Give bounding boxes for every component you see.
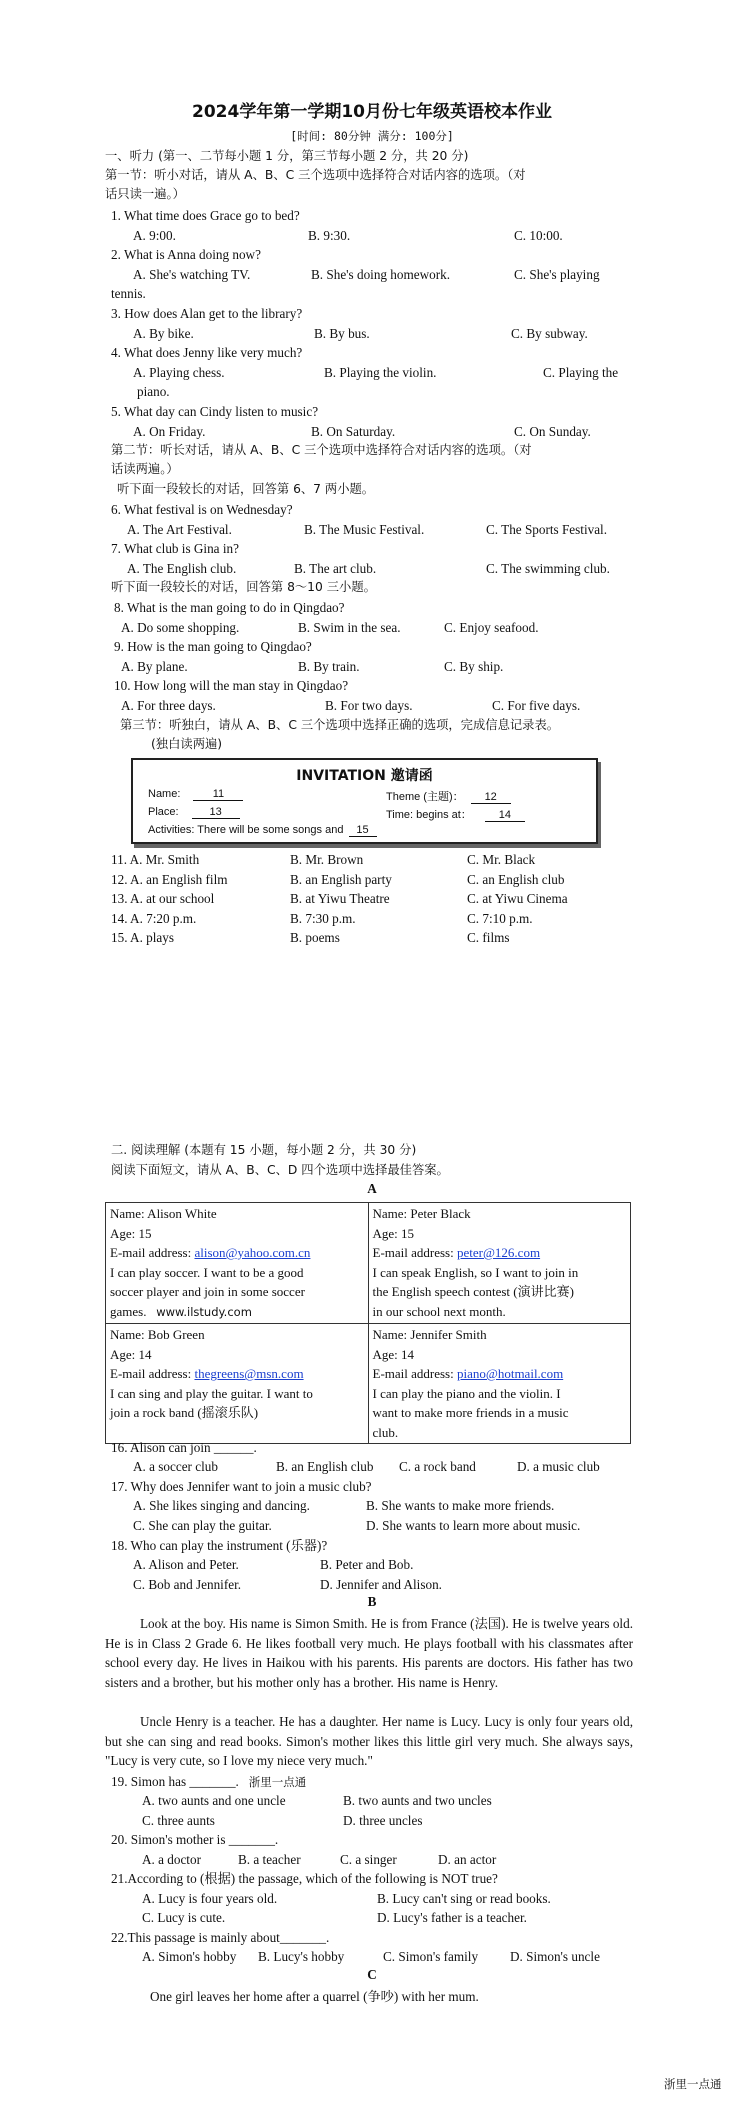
blank-14: 14 [485, 809, 525, 822]
option-18b: B. Peter and Bob. [320, 1557, 414, 1572]
option-11b: B. Mr. Brown [290, 852, 364, 867]
option-17c: C. She can play the guitar. [133, 1518, 272, 1533]
email-label: E-mail address: [110, 1245, 195, 1260]
profile-cell [106, 1203, 369, 1324]
option-20b: B. a teacher [238, 1852, 301, 1867]
option-2c-cont: tennis. [111, 286, 146, 301]
time-label: Time: begins at： [386, 809, 472, 821]
option-15b: B. poems [290, 930, 340, 945]
option-15a: 15. A. plays [111, 930, 175, 945]
option-3a: A. By bike. [133, 326, 194, 341]
profile-text-line: the English speech contest (演讲比赛) [372, 1284, 574, 1299]
option-6c: C. The Sports Festival. [486, 522, 608, 537]
profile-name: Name: Bob Green [110, 1327, 205, 1342]
option-3c: C. By subway. [511, 326, 588, 341]
question-9: 9. How is the man going to Qingdao? [114, 639, 312, 654]
profile-text-line: I can speak English, so I want to join in [372, 1264, 579, 1280]
option-14c: C. 7:10 p.m. [467, 911, 533, 926]
option-22d: D. Simon's uncle [510, 1949, 600, 1964]
option-7a: A. The English club. [127, 561, 237, 576]
option-18d: D. Jennifer and Alison. [320, 1577, 442, 1592]
option-12a: 12. A. an English film [111, 872, 228, 887]
profile-name: Name: Jennifer Smith [372, 1327, 487, 1342]
question-21: 21.According to (根据) the passage, which of the following is NOT true? [111, 1871, 498, 1886]
profile-name: Name: Alison White [110, 1206, 217, 1221]
option-18a: A. Alison and Peter. [133, 1557, 239, 1572]
option-7b: B. The art club. [294, 561, 377, 576]
profile-text-line: games. [110, 1303, 147, 1319]
profile-email-row [373, 1364, 627, 1384]
option-4b: B. Playing the violin. [324, 365, 437, 380]
option-19c: C. three aunts [142, 1813, 215, 1828]
option-17d: D. She wants to learn more about music. [366, 1518, 581, 1533]
profile-cell [106, 1324, 369, 1444]
option-22c: C. Simon's family [383, 1949, 479, 1964]
name-label: Name: [148, 788, 181, 800]
option-2b: B. She's doing homework. [311, 267, 451, 282]
email-link[interactable]: peter@126.com [456, 1245, 541, 1260]
section2-instruction-cont: 话读两遍。） [111, 462, 179, 476]
email-label: E-mail address: [372, 1366, 457, 1381]
email-link[interactable]: thegreens@msn.com [194, 1366, 304, 1381]
theme-label: Theme (主题)： [386, 791, 464, 803]
profile-cell [368, 1324, 631, 1444]
option-16b: B. an English club [276, 1459, 374, 1474]
option-5b: B. On Saturday. [311, 424, 396, 439]
profile-age: Age: 15 [372, 1225, 415, 1241]
email-label: E-mail address: [110, 1366, 195, 1381]
profile-email-row [110, 1243, 364, 1263]
watermark-text: www.ilstudy.com [156, 1304, 252, 1319]
blank-11: 11 [193, 788, 243, 801]
profile-age: Age: 15 [110, 1225, 152, 1241]
passage-c-paragraph-1: One girl leaves her home after a quarrel (争吵) with her mum. [150, 1989, 479, 2004]
option-5c: C. On Sunday. [514, 424, 591, 439]
option-8c: C. Enjoy seafood. [444, 620, 539, 635]
profile-text-line: I can sing and play the guitar. I want to [110, 1385, 313, 1401]
time-score-info: [时间: 80分钟 满分: 100分] [290, 129, 454, 143]
option-17b: B. She wants to make more friends. [366, 1498, 555, 1513]
email-link[interactable]: piano@hotmail.com [456, 1366, 564, 1381]
page-title: 2024学年第一学期10月份七年级英语校本作业 [192, 102, 552, 122]
invitation-theme-field [386, 788, 511, 804]
question-6: 6. What festival is on Wednesday? [111, 502, 293, 517]
passage-b-label: B [367, 1594, 377, 1609]
profile-email-row [110, 1364, 364, 1384]
option-11a: 11. A. Mr. Smith [111, 852, 200, 867]
profile-text-line: in our school next month. [372, 1303, 506, 1319]
option-4c: C. Playing the [543, 365, 619, 380]
blank-13: 13 [192, 806, 240, 819]
section2-note-1: 听下面一段较长的对话，回答第 6、7 两小题。 [117, 482, 375, 496]
invitation-name-field [148, 788, 243, 801]
option-21a: A. Lucy is four years old. [142, 1891, 278, 1906]
option-22a: A. Simon's hobby [142, 1949, 237, 1964]
profile-text-line: club. [372, 1424, 399, 1440]
question-2: 2. What is Anna doing now? [111, 247, 261, 262]
section3-instruction-cont: (独白读两遍) [151, 737, 223, 751]
option-12c: C. an English club [467, 872, 565, 887]
blank-15: 15 [349, 824, 377, 837]
profiles-table [105, 1202, 631, 1444]
invitation-heading: INVITATION 邀请函 [296, 768, 433, 784]
option-17a: A. She likes singing and dancing. [133, 1498, 310, 1513]
section2-instruction: 第二节：听长对话，请从 A、B、C 三个选项中选择符合对话内容的选项。（对 [111, 443, 532, 457]
invitation-place-field [148, 806, 240, 819]
watermark-text: 浙里一点通 [248, 1775, 307, 1789]
option-16a: A. a soccer club [133, 1459, 218, 1474]
profile-text-line: I can play soccer. I want to be a good [110, 1264, 304, 1280]
option-13c: C. at Yiwu Cinema [467, 891, 568, 906]
section1-instruction-cont: 话只读一遍。） [105, 187, 185, 201]
activities-label: Activities: There will be some songs and [148, 824, 344, 836]
question-19-text: 19. Simon has _______. [111, 1774, 239, 1789]
option-8b: B. Swim in the sea. [298, 620, 401, 635]
invitation-activities-field [148, 824, 377, 837]
footer-watermark: 浙里一点通 [664, 2077, 722, 2091]
option-21c: C. Lucy is cute. [142, 1910, 226, 1925]
invitation-time-field [386, 806, 525, 822]
option-12b: B. an English party [290, 872, 392, 887]
option-8a: A. Do some shopping. [121, 620, 240, 635]
option-10a: A. For three days. [121, 698, 216, 713]
option-13a: 13. A. at our school [111, 891, 215, 906]
option-10b: B. For two days. [325, 698, 413, 713]
option-3b: B. By bus. [314, 326, 370, 341]
question-22: 22.This passage is mainly about_______. [111, 1930, 330, 1945]
option-1c: C. 10:00. [514, 228, 563, 243]
profile-text-row [110, 1302, 364, 1323]
question-10: 10. How long will the man stay in Qingdao? [114, 678, 349, 693]
option-21b: B. Lucy can't sing or read books. [377, 1891, 551, 1906]
question-1: 1. What time does Grace go to bed? [111, 208, 300, 223]
option-13b: B. at Yiwu Theatre [290, 891, 390, 906]
question-5: 5. What day can Cindy listen to music? [111, 404, 319, 419]
option-19a: A. two aunts and one uncle [142, 1793, 286, 1808]
option-9a: A. By plane. [121, 659, 188, 674]
question-20: 20. Simon's mother is _______. [111, 1832, 279, 1847]
option-11c: C. Mr. Black [467, 852, 536, 867]
passage-a-label: A [367, 1181, 377, 1196]
reading-instruction: 阅读下面短文，请从 A、B、C、D 四个选项中选择最佳答案。 [111, 1163, 449, 1177]
section1-instruction: 第一节：听小对话，请从 A、B、C 三个选项中选择符合对话内容的选项。（对 [105, 168, 526, 182]
email-label: E-mail address: [372, 1245, 457, 1260]
email-link[interactable]: alison@yahoo.com.cn [194, 1245, 311, 1260]
profile-text-line: I can play the piano and the violin. I [372, 1385, 561, 1401]
option-1a: A. 9:00. [133, 228, 176, 243]
profile-text-line: join a rock band (摇滚乐队) [110, 1405, 259, 1420]
option-6a: A. The Art Festival. [127, 522, 232, 537]
question-4: 4. What does Jenny like very much? [111, 345, 303, 360]
section2-note-2: 听下面一段较长的对话，回答第 8～10 三小题。 [111, 580, 376, 594]
option-20a: A. a doctor [142, 1852, 201, 1867]
option-9c: C. By ship. [444, 659, 504, 674]
option-2c: C. She's playing [514, 267, 600, 282]
option-16c: C. a rock band [399, 1459, 476, 1474]
option-21d: D. Lucy's father is a teacher. [377, 1910, 527, 1925]
option-16d: D. a music club [517, 1459, 600, 1474]
reading-heading: 二. 阅读理解 (本题有 15 小题，每小题 2 分，共 30 分) [111, 1143, 417, 1157]
question-18: 18. Who can play the instrument (乐器)? [111, 1538, 328, 1553]
question-3: 3. How does Alan get to the library? [111, 306, 303, 321]
option-2a: A. She's watching TV. [133, 267, 251, 282]
option-7c: C. The swimming club. [486, 561, 610, 576]
option-4c-cont: piano. [137, 384, 170, 399]
profile-email-row [373, 1243, 627, 1263]
question-16: 16. Alison can join ______. [111, 1440, 257, 1455]
option-14b: B. 7:30 p.m. [290, 911, 356, 926]
option-19b: B. two aunts and two uncles [343, 1793, 492, 1808]
question-17: 17. Why does Jennifer want to join a music club? [111, 1479, 372, 1494]
passage-b-paragraph-2: Uncle Henry is a teacher. He has a daughter. Her name is Lucy. Lucy is only four years old, but she can sing and read books. Simon's mother likes this little girl very much. She always says, "Lucy is very cute, so I love my niece very much." [105, 1714, 633, 1769]
option-14a: 14. A. 7:20 p.m. [111, 911, 197, 926]
blank-12: 12 [471, 791, 511, 804]
option-9b: B. By train. [298, 659, 360, 674]
place-label: Place: [148, 806, 179, 818]
option-10c: C. For five days. [492, 698, 581, 713]
profile-name: Name: Peter Black [372, 1206, 471, 1221]
profile-age: Age: 14 [110, 1346, 152, 1362]
profile-text-line: want to make more friends in a music [372, 1405, 569, 1420]
option-19d: D. three uncles [343, 1813, 423, 1828]
question-8: 8. What is the man going to do in Qingdao? [114, 600, 345, 615]
profile-age: Age: 14 [372, 1346, 415, 1362]
option-20d: D. an actor [438, 1852, 497, 1867]
option-15c: C. films [467, 930, 510, 945]
passage-b-paragraph-1: Look at the boy. His name is Simon Smith. He is from France (法国). He is twelve years old. He is in Class 2 Grade 6. He likes football very much. He plays football with his classmates after school every day. He lives in Haikou with his parents. His parents are doctors. His father has two sisters and a brother, but his mother only has a brother. His name is Henry. [105, 1616, 633, 1690]
option-4a: A. Playing chess. [133, 365, 225, 380]
profile-text-line: soccer player and join in some soccer [110, 1284, 305, 1299]
option-1b: B. 9:30. [308, 228, 351, 243]
question-7: 7. What club is Gina in? [111, 541, 239, 556]
option-20c: C. a singer [340, 1852, 397, 1867]
section3-instruction: 第三节：听独白，请从 A、B、C 三个选项中选择正确的选项，完成信息记录表。 [120, 718, 560, 732]
passage-c-label: C [367, 1967, 377, 1982]
listening-heading: 一、听力 (第一、二节每小题 1 分，第三节每小题 2 分，共 20 分) [105, 149, 469, 163]
invitation-card [131, 758, 598, 844]
option-18c: C. Bob and Jennifer. [133, 1577, 242, 1592]
question-19 [111, 1772, 306, 1792]
option-5a: A. On Friday. [133, 424, 206, 439]
option-6b: B. The Music Festival. [304, 522, 425, 537]
profile-cell [368, 1203, 631, 1324]
option-22b: B. Lucy's hobby [258, 1949, 345, 1964]
